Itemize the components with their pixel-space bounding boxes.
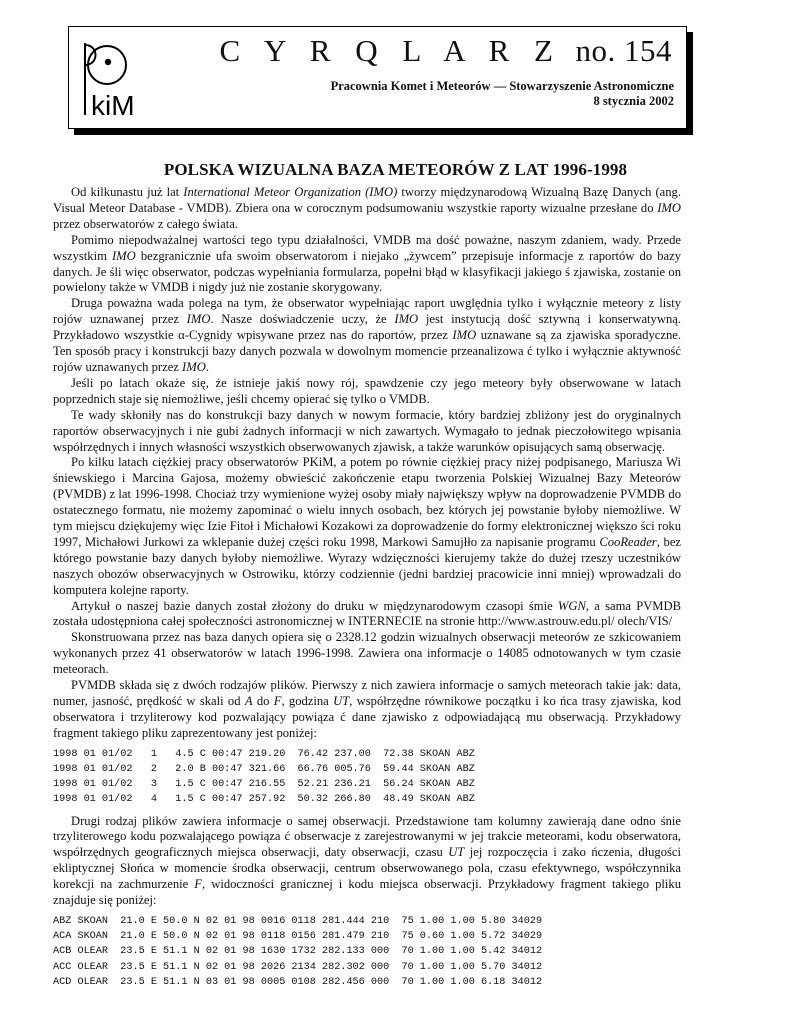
body-text: . Nasze doświadczenie uczy, że — [210, 312, 395, 327]
body-text: bezgranicznie ufa swoim obserwatorom i niejako „żywcem” przepisuje informacje z raportów do bazy danych. Je śli więc obserwator, podczas wypełniania formularza, popełni błąd w klasyfikacji jakiego ś zjawiska, zostanie on powielony także w VMDB i nigdy już nie zostanie skorygowany. — [53, 248, 681, 295]
emphasis-text: F — [194, 877, 202, 892]
emphasis-text: UT — [333, 694, 350, 708]
emphasis-text: International Meteor Organization (IMO) — [183, 185, 398, 199]
emphasis-text: WGN — [557, 598, 586, 613]
paragraph — [53, 814, 681, 909]
paragraph — [53, 185, 681, 233]
body-text: , godzina — [281, 694, 334, 708]
body-text: do — [252, 694, 274, 708]
observation-data-sample: ABZ SKOAN 21.0 E 50.0 N 02 01 98 0016 0118 281.444 210 75 1.00 1.00 5.80 34029 ACA SKOAN 21.0 E 50.0 N 02 01 98 0118 0156 281.479 210 75 0.60 1.00 5.72 34029 ACB OLEAR 23.5 E 51.1 N 02 01 98 1630 1732 282.133 000 70 1.00 1.00 5.42 34012 ACC OLEAR 23.5 E 51.1 N 02 01 98 2026 2134 282.302 000 70 1.00 1.00 5.70 34012 ACD OLEAR 23.5 E 51.1 N 03 01 98 0005 0108 282.456 000 70 1.00 1.00 6.18 34012 — [53, 915, 543, 988]
paragraph — [53, 408, 681, 456]
issue-number: no. 154 — [575, 33, 672, 68]
body-text: Drugi rodzaj plików zawiera informacje o samej obserwacji. Przedstawione tam kolumny zawierają dane odno śnie trzyliterowego kodu pozwalającego powiąza ć obserwacje z zarejestrowanymi w jej trakcie meteorami, kodu obserwatora, współrzędnych geograficznych miejsca obserwacji, daty obserwacji, czasu — [53, 813, 681, 860]
body-text: Artykuł o naszej bazie danych został złożony do druku w międzynarodowym czasopi śmie — [71, 598, 558, 613]
journal-name: C Y R Q L A R Z — [219, 33, 562, 68]
issue-date: 8 stycznia 2002 — [593, 94, 674, 108]
emphasis-text: F — [273, 694, 282, 708]
body-text: , bez którego powstanie bazy danych byłoby niemożliwe. Wyrazy wdzięczności kierujemy także do dużej rzeszy uczestników naszych obozów obserwacyjnych w Ostrowiku, którzy codziennie (jedni bardziej pracowicie inni mniej) wprowadzali do komputera kolejne raporty. — [53, 534, 681, 597]
body-text: tworzy międzynarodową Wizualną Bazę Danych (ang. Visual Meteor Database - VMDB). Zbiera ona w corocznym podsumowaniu wszystkie raporty wizualne przesłane do — [53, 185, 681, 215]
paragraph — [53, 296, 681, 376]
body-text: jej rozpoczęcia i zako ńczenia, długości ekliptycznej Słońca w momencie środka obserwacji, centrum obserwowanego pola, czasu efektywnego, współczynnika korekcji na zachmurzenie — [53, 845, 681, 892]
meteor-data-sample: 1998 01 01/02 1 4.5 C 00:47 219.20 76.42 237.00 72.38 SKOAN ABZ 1998 01 01/02 2 2.0 B 00:47 321.66 66.76 005.76 59.44 SKOAN ABZ 1998 01 01/02 3 1.5 C 00:47 216.55 52.21 236.21 56.24 SKOAN ABZ 1998 01 01/02 4 1.5 C 00:47 257.92 50.32 266.80 48.49 SKOAN ABZ — [53, 748, 475, 806]
masthead — [68, 26, 687, 129]
svg-text:kiM: kiM — [91, 90, 135, 121]
body-text: Pomimo niepodważalnej wartości tego typu działalności, VMDB ma dość poważne, naszym zdaniem, wady. Przede wszystkim — [53, 232, 681, 263]
body-text: , widoczności granicznej i kodu miejsca obserwacji. Przykładowy fragment takiego pliku znajduje się poniżej: — [53, 877, 681, 908]
emphasis-text: CooReader — [599, 534, 657, 549]
emphasis-text: IMO — [657, 200, 681, 215]
paragraph — [53, 233, 681, 297]
body-text: Jeśli po latach okaże się, że istnieje jakiś nowy rój, spawdzenie czy jego meteory były obserwowane w latach poprzednich staje się niemożliwe, jeśli chcemy opierać się tylko o VMDB. — [53, 375, 681, 406]
body-text: . — [205, 359, 209, 374]
emphasis-text: IMO — [452, 328, 477, 343]
body-text: , a sama PVMDB została udostępniona całej społeczności astronomicznej w INTERNECIE na stronie http://www.astrouw.edu.pl/ olech/VIS/ — [53, 598, 681, 629]
publisher: Pracownia Komet i Meteorów — Stowarzyszenie Astronomiczne — [330, 79, 674, 93]
article-body — [53, 185, 681, 996]
body-text: przez obserwatorów z całego świata. — [53, 216, 238, 231]
emphasis-text: IMO — [186, 312, 211, 327]
body-text: Te wady skłoniły nas do konstrukcji bazy danych w nowym formacie, który bardziej zbliżony jest do oryginalnych raportów obserwacyjnych i nie gubi żadnych informacji w nich zawartych. Wymagało to jednak pieczołowitego wpisania współrzędnych i innych własności wszystkich obserwowanych zjawisk, a także warunków opisujących samą obserwację. — [53, 407, 681, 454]
body-text: uznawane są za zjawiska sporadyczne. Ten sposób pracy i konstrukcji bazy danych pozwala w dowolnym momencie przeanalizowa ć tylko i wyłącznie aktywność rojów uznawanych przez — [53, 328, 681, 374]
body-text: jest instytucją dość sztywną i konserwatywną. Przykładowo wszystkie α-Cygnidy wpisywane przez nas do raportów, przez — [53, 312, 681, 343]
body-text: Druga poważna wada polega na tym, że obserwator wypełniając raport uwględnia tylko i wyłącznie meteory z listy rojów uznawanej przez — [53, 296, 681, 327]
pkim-logo — [77, 35, 149, 121]
body-text: Skonstruowana przez nas baza danych opiera się o 2328.12 godzin wizualnych obserwacji meteorów ze szkicowaniem wykonanych przez 41 obserwatorów w latach 1996-1998. Zawiera ona informacje o 14085 odnotowanych w tym czasie meteorach. — [53, 630, 681, 677]
emphasis-text: IMO — [182, 359, 206, 374]
masthead-title — [220, 33, 672, 69]
body-text: , współrzędne równikowe początku i ko ńca trasy zjawiska, kod obserwatora i trzyliterowy kod pozwalający powiąza ć dane zjawisko z odpowiadającą mu obserwacją. Przykładowy fragment takiego pliku zaprezentowany jest poniżej: — [53, 694, 682, 740]
paragraph — [53, 599, 681, 631]
body-text: PVMDB składa się z dwóch rodzajów plików. Pierwszy z nich zawiera informacje o samych meteorach takie jak: data, numer, jasność, prędkość w skali od — [53, 678, 681, 708]
emphasis-text: IMO — [111, 248, 136, 263]
paragraph — [53, 678, 681, 742]
article-heading: POLSKA WIZUALNA BAZA METEORÓW Z LAT 1996-1998 — [163, 160, 628, 179]
emphasis-text: UT — [448, 845, 465, 860]
body-text: Po kilku latach ciężkiej pracy obserwatorów PKiM, a potem po równie ciężkiej pracy niżej podpisanego, Mariusza Wi śniewskiego i Marcina Gajosa, możemy obwieścić zakończenie etapu tworzenia Polskiej Wizualnej Bazy Meteorów (PVMDB) z lat 1996-1998. Chociaż trzy wymienione wyżej osoby miały największy wpływ na doprowadzenie PVMDB do ostatecznego formatu, nie możemy zapominać o wielu innych osobach, bez których jej powstanie byłoby niemożliwe. W tym miejscu dziękujemy więc Izie Fitoł i Michałowi Kozakowi za doprowadzenie do formy elektronicznej większo ści roku 1997, Michałowi Jurkowi za wklepanie dużej części roku 1998, Markowi Samujłło za napisanie programu — [53, 455, 681, 549]
paragraph — [53, 455, 681, 598]
paragraph — [53, 376, 681, 408]
body-text: Od kilkunastu już lat — [71, 185, 184, 199]
emphasis-text: IMO — [394, 312, 419, 327]
emphasis-text: A — [244, 694, 253, 708]
paragraph — [53, 630, 681, 678]
